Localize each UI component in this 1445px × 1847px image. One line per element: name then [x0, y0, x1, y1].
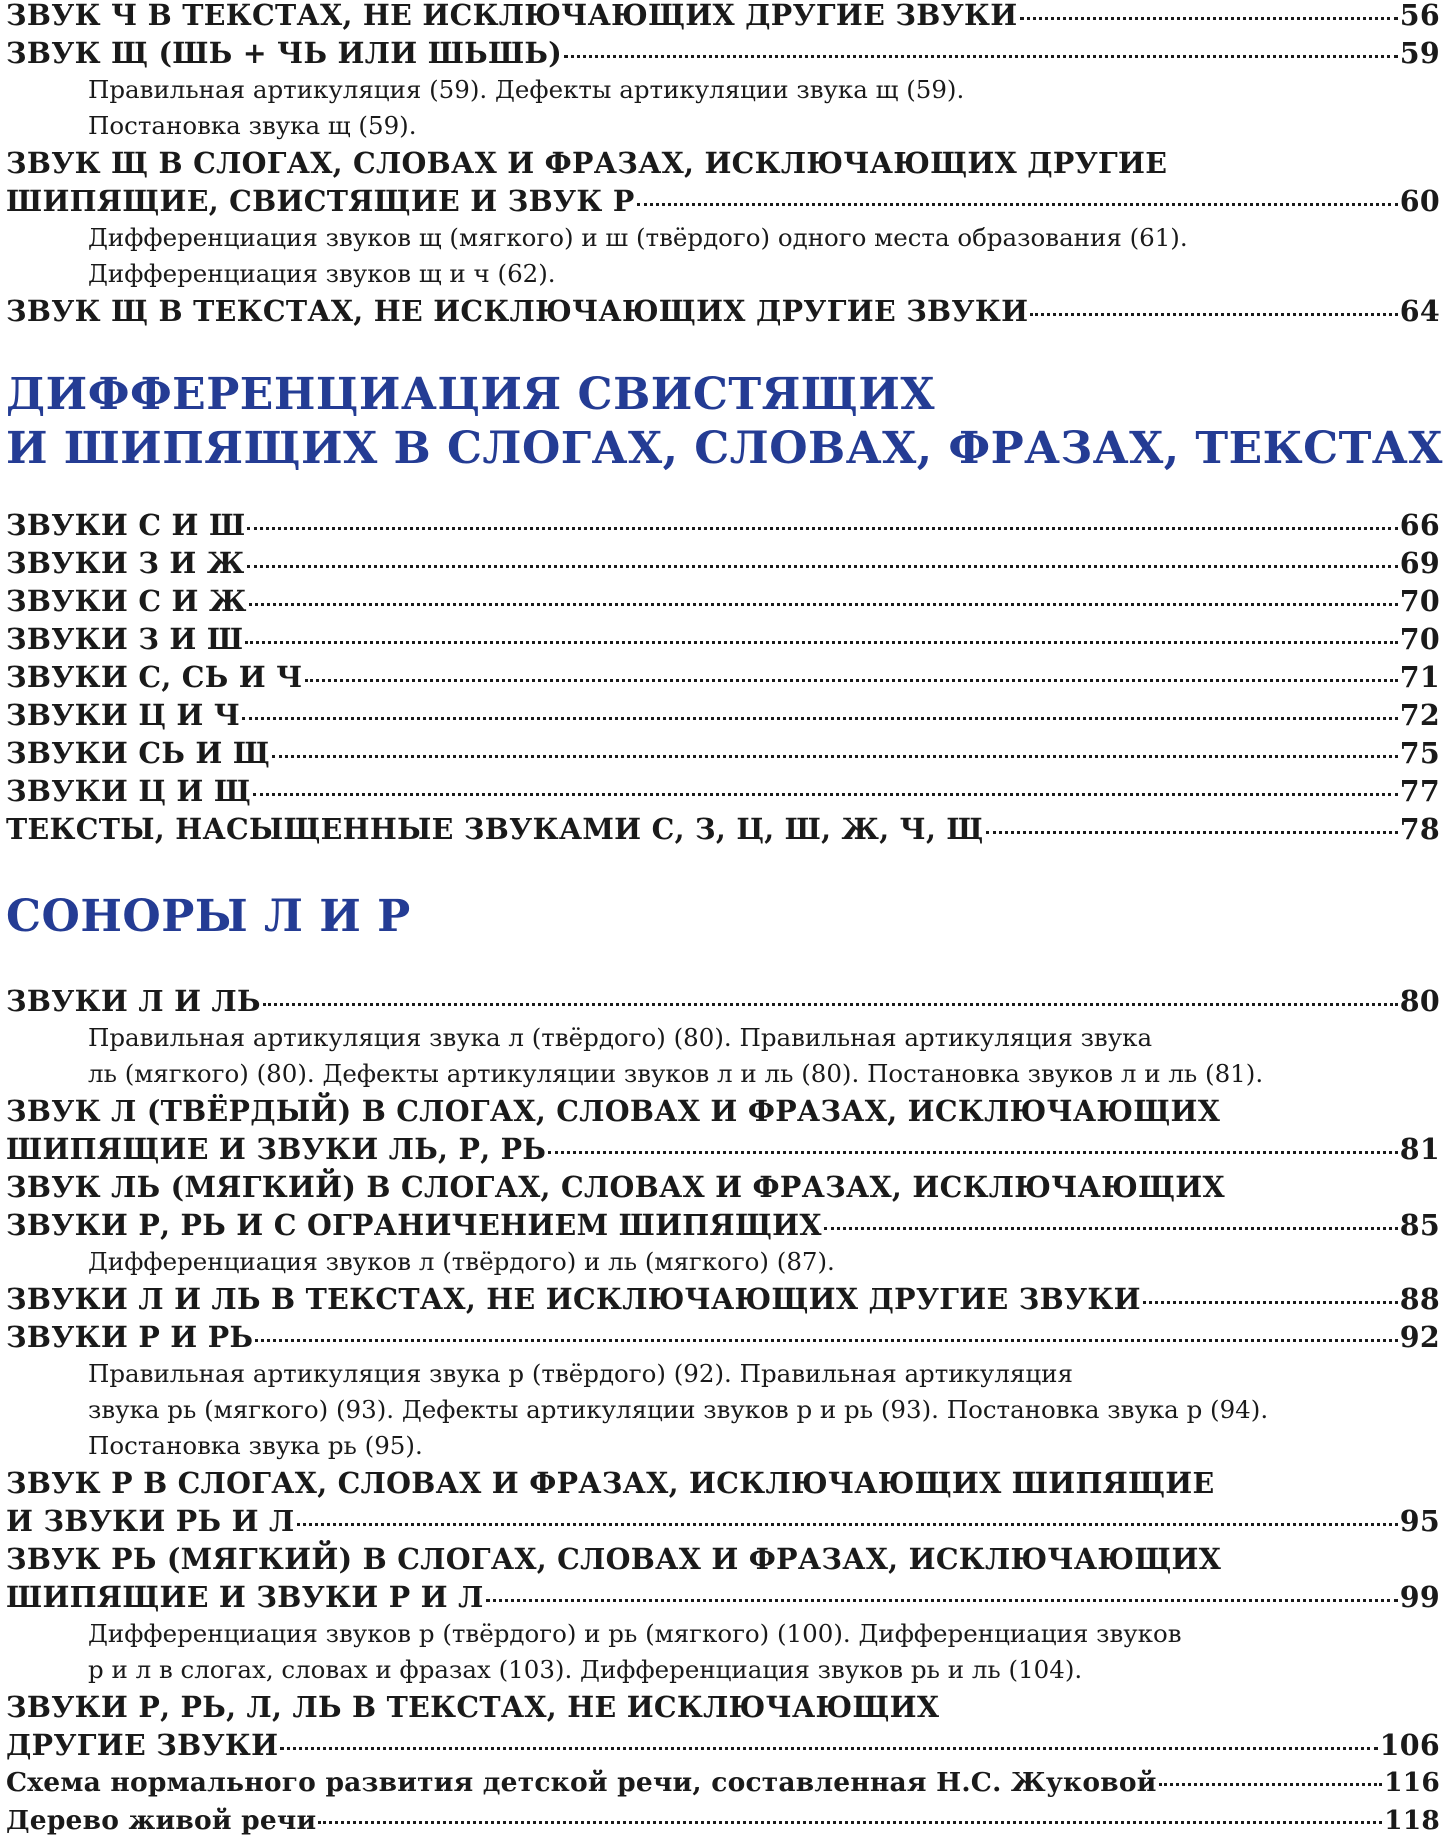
leader-dots — [548, 1151, 1398, 1154]
toc-entry-title: ШИПЯЩИЕ И ЗВУКИ ЛЬ, Р, РЬ — [6, 1132, 547, 1166]
toc-entry-title: ЗВУКИ З И Ж — [6, 546, 245, 580]
leader-dots — [280, 1747, 1377, 1750]
leader-dots — [305, 679, 1398, 682]
toc-entry-page: 70 — [1399, 584, 1440, 618]
toc-entry[interactable] — [6, 658, 1440, 696]
toc-subentry: Правильная артикуляция звука р (твёрдого) (92). Правильная артикуляция — [88, 1359, 1073, 1388]
leader-dots — [263, 1003, 1398, 1006]
toc-subentry: Постановка звука щ (59). — [88, 111, 417, 140]
toc-entry-page: 56 — [1399, 0, 1440, 32]
toc-entry[interactable] — [6, 1726, 1440, 1764]
toc-subentry: Правильная артикуляция (59). Дефекты артикуляции звука щ (59). — [88, 75, 965, 104]
leader-dots — [318, 1821, 1382, 1824]
toc-entry-page: 78 — [1399, 812, 1440, 846]
toc-entry-title-line: ЗВУК Р В СЛОГАХ, СЛОВАХ И ФРАЗАХ, ИСКЛЮЧАЮЩИХ ШИПЯЩИЕ — [6, 1466, 1215, 1500]
toc-entry-page: 60 — [1399, 184, 1440, 218]
toc-entry-page: 85 — [1399, 1208, 1440, 1242]
section-heading: СОНОРЫ Л И Р — [6, 891, 411, 942]
toc-entry[interactable] — [6, 810, 1440, 848]
toc-subentry: Дифференциация звуков р (твёрдого) и рь (мягкого) (100). Дифференциация звуков — [88, 1619, 1182, 1648]
leader-dots — [247, 527, 1397, 530]
leader-dots — [255, 1339, 1397, 1342]
toc-entry[interactable] — [6, 1764, 1440, 1802]
toc-entry-title-line: ЗВУК Щ В СЛОГАХ, СЛОВАХ И ФРАЗАХ, ИСКЛЮЧАЮЩИХ ДРУГИЕ — [6, 146, 1168, 180]
leader-dots — [1143, 1301, 1398, 1304]
toc-subentry: Постановка звука рь (95). — [88, 1431, 423, 1460]
leader-dots — [1030, 313, 1397, 316]
toc-subentry: звука рь (мягкого) (93). Дефекты артикуляции звуков р и рь (93). Постановка звука р (94). — [88, 1395, 1269, 1424]
toc-entry-title: ШИПЯЩИЕ И ЗВУКИ Р И Л — [6, 1580, 484, 1614]
toc-entry-title: ЗВУКИ З И Ш — [6, 622, 244, 656]
leader-dots — [1020, 17, 1398, 20]
toc-entry[interactable] — [6, 34, 1440, 72]
leader-dots — [297, 1523, 1398, 1526]
toc-entry[interactable] — [6, 1130, 1440, 1168]
toc-subentry: Правильная артикуляция звука л (твёрдого) (80). Правильная артикуляция звука — [88, 1023, 1153, 1052]
leader-dots — [242, 717, 1398, 720]
toc-entry[interactable] — [6, 620, 1440, 658]
toc-entry-title: Схема нормального развития детской речи, составленная Н.С. Жуковой — [6, 1767, 1157, 1798]
toc-entry[interactable] — [6, 1318, 1440, 1356]
toc-entry-page: 88 — [1399, 1282, 1440, 1316]
toc-entry-title: Дерево живой речи — [6, 1805, 317, 1836]
toc-entry-title: ЗВУКИ Л И ЛЬ — [6, 984, 261, 1018]
section1-list — [6, 506, 1440, 848]
toc-entry[interactable] — [6, 582, 1440, 620]
toc-entry[interactable] — [6, 734, 1440, 772]
toc-entry[interactable] — [6, 1502, 1440, 1540]
toc-entry-page: 71 — [1399, 660, 1440, 694]
toc-entry-title: ЗВУКИ Ц И Щ — [6, 774, 252, 808]
toc-entry[interactable] — [6, 506, 1440, 544]
toc-entry-page: 99 — [1399, 1580, 1440, 1614]
leader-dots — [272, 755, 1398, 758]
toc-entry-title: ЗВУКИ Р, РЬ И С ОГРАНИЧЕНИЕМ ШИПЯЩИХ — [6, 1208, 822, 1242]
toc-entry-page: 92 — [1399, 1320, 1440, 1354]
toc-entry-page: 81 — [1399, 1132, 1440, 1166]
toc-entry-page: 116 — [1384, 1767, 1440, 1798]
toc-entry-title: ЗВУК Ч В ТЕКСТАХ, НЕ ИСКЛЮЧАЮЩИХ ДРУГИЕ ЗВУКИ — [6, 0, 1018, 32]
section-heading: ДИФФЕРЕНЦИАЦИЯ СВИСТЯЩИХ — [6, 369, 935, 420]
leader-dots — [247, 565, 1398, 568]
leader-dots — [564, 55, 1398, 58]
table-of-contents — [6, 0, 1443, 1840]
toc-entry-title: ЗВУКИ Ц И Ч — [6, 698, 241, 732]
leader-dots — [253, 793, 1398, 796]
toc-entry[interactable] — [6, 1280, 1440, 1318]
leader-dots — [486, 1599, 1398, 1602]
toc-entry[interactable] — [6, 292, 1440, 330]
toc-entry-title-line: ЗВУК Л (ТВЁРДЫЙ) В СЛОГАХ, СЛОВАХ И ФРАЗАХ, ИСКЛЮЧАЮЩИХ — [6, 1094, 1221, 1128]
toc-entry-page: 80 — [1399, 984, 1440, 1018]
leader-dots — [249, 603, 1398, 606]
toc-entry-title-line: ЗВУК РЬ (МЯГКИЙ) В СЛОГАХ, СЛОВАХ И ФРАЗАХ, ИСКЛЮЧАЮЩИХ — [6, 1542, 1222, 1576]
toc-entry-title: ТЕКСТЫ, НАСЫЩЕННЫЕ ЗВУКАМИ С, З, Ц, Ш, Ж, Ч, Щ — [6, 812, 984, 846]
toc-entry-title: И ЗВУКИ РЬ И Л — [6, 1504, 295, 1538]
toc-entry-page: 66 — [1399, 508, 1440, 542]
leader-dots — [637, 203, 1398, 206]
toc-entry-page: 69 — [1399, 546, 1440, 580]
toc-subentry: Дифференциация звуков щ (мягкого) и ш (твёрдого) одного места образования (61). — [88, 223, 1188, 252]
toc-entry-title-line: ЗВУКИ Р, РЬ, Л, ЛЬ В ТЕКСТАХ, НЕ ИСКЛЮЧАЮЩИХ — [6, 1690, 940, 1724]
toc-entry-title: ЗВУКИ С И Ж — [6, 584, 247, 618]
toc-entry-title-line: ЗВУК ЛЬ (МЯГКИЙ) В СЛОГАХ, СЛОВАХ И ФРАЗАХ, ИСКЛЮЧАЮЩИХ — [6, 1170, 1225, 1204]
toc-entry[interactable] — [6, 0, 1440, 34]
toc-entry-page: 95 — [1399, 1504, 1440, 1538]
toc-entry-page: 72 — [1399, 698, 1440, 732]
toc-subentry: Дифференциация звуков л (твёрдого) и ль (мягкого) (87). — [88, 1247, 835, 1276]
toc-entry-page: 106 — [1379, 1728, 1440, 1762]
toc-entry[interactable] — [6, 696, 1440, 734]
toc-entry[interactable] — [6, 982, 1440, 1020]
leader-dots — [824, 1227, 1398, 1230]
toc-entry-title: ЗВУК Щ (ШЬ + ЧЬ ИЛИ ШЬШЬ) — [6, 36, 562, 70]
toc-entry-title: ЗВУК Щ В ТЕКСТАХ, НЕ ИСКЛЮЧАЮЩИХ ДРУГИЕ ЗВУКИ — [6, 294, 1029, 328]
toc-entry[interactable] — [6, 1578, 1440, 1616]
toc-entry[interactable] — [6, 182, 1440, 220]
toc-entry-page: 59 — [1399, 36, 1440, 70]
toc-entry-title: ШИПЯЩИЕ, СВИСТЯЩИЕ И ЗВУК Р — [6, 184, 635, 218]
toc-entry-title: ЗВУКИ Р И РЬ — [6, 1320, 254, 1354]
leader-dots — [986, 831, 1398, 834]
toc-entry[interactable] — [6, 772, 1440, 810]
toc-entry-title: ЗВУКИ С, СЬ И Ч — [6, 660, 303, 694]
toc-entry-page: 118 — [1384, 1805, 1440, 1836]
toc-entry-page: 75 — [1399, 736, 1440, 770]
toc-subentry: р и л в слогах, словах и фразах (103). Дифференциация звуков рь и ль (104). — [88, 1655, 1083, 1684]
section-heading: И ШИПЯЩИХ В СЛОГАХ, СЛОВАХ, ФРАЗАХ, ТЕКСТАХ — [6, 423, 1443, 474]
toc-entry-page: 70 — [1399, 622, 1440, 656]
leader-dots — [1159, 1783, 1382, 1786]
toc-entry-page: 64 — [1399, 294, 1440, 328]
toc-entry-page: 77 — [1399, 774, 1440, 808]
toc-entry-title: ЗВУКИ С И Ш — [6, 508, 246, 542]
toc-subentry: ль (мягкого) (80). Дефекты артикуляции звуков л и ль (80). Постановка звуков л и ль (81). — [88, 1059, 1264, 1088]
toc-entry[interactable] — [6, 1802, 1440, 1840]
toc-entry[interactable] — [6, 1206, 1440, 1244]
toc-entry-title: ЗВУКИ СЬ И Щ — [6, 736, 270, 770]
leader-dots — [245, 641, 1397, 644]
toc-subentry: Дифференциация звуков щ и ч (62). — [88, 259, 556, 288]
toc-entry[interactable] — [6, 544, 1440, 582]
toc-entry-title: ЗВУКИ Л И ЛЬ В ТЕКСТАХ, НЕ ИСКЛЮЧАЮЩИХ ДРУГИЕ ЗВУКИ — [6, 1282, 1141, 1316]
toc-entry-title: ДРУГИЕ ЗВУКИ — [6, 1728, 279, 1762]
